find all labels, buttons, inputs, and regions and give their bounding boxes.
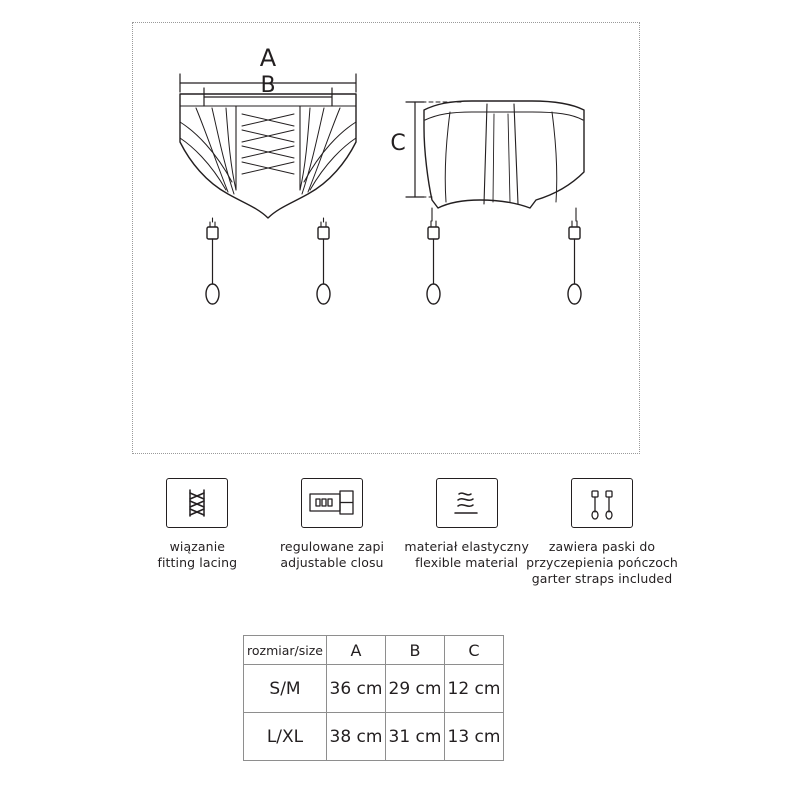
lacing-detail: [242, 114, 294, 174]
size-table-header-b: B: [386, 636, 445, 665]
feature-caption-straps-pl2: przyczepienia pończoch: [526, 555, 678, 570]
feature-item-garter-straps: [526, 478, 678, 587]
side-garter-straps: [427, 221, 581, 304]
feature-caption-flexible-pl: materiał elastyczny: [404, 539, 529, 554]
feature-caption-straps-en: garter straps included: [531, 571, 673, 586]
feature-caption-straps-pl1: zawiera paski do: [548, 539, 656, 554]
feature-item-lacing: [130, 478, 265, 571]
lacing-icon-box: [166, 478, 228, 528]
table-row: [244, 665, 504, 713]
flexible-material-icon: [447, 486, 487, 520]
feature-caption-closure-pl: regulowane zapi: [279, 539, 385, 554]
lacing-icon: [177, 483, 217, 523]
left-panel-seams: [180, 108, 236, 194]
adjustable-closure-icon: [308, 486, 356, 520]
size-table-header-a: A: [327, 636, 386, 665]
feature-caption-lacing-pl: wiązanie: [169, 539, 226, 554]
dimension-label-a: A: [259, 44, 277, 72]
feature-caption-flexible-material: [404, 539, 529, 571]
measure-guides-c: [415, 102, 462, 197]
feature-item-adjustable-closure: [265, 478, 400, 571]
dimension-label-c: C: [390, 131, 406, 156]
side-panel-seams: [445, 112, 557, 202]
size-table-header-c: C: [445, 636, 504, 665]
feature-caption-lacing: [157, 539, 237, 571]
size-row-0-c: 12 cm: [445, 665, 504, 713]
size-row-1-b: 31 cm: [386, 713, 445, 761]
feature-caption-flexible-en: flexible material: [415, 555, 519, 570]
garter-straps-icon: [580, 484, 624, 522]
measure-line-c: [406, 102, 424, 197]
size-row-1-name: L/XL: [244, 713, 327, 761]
flexible-material-icon-box: [436, 478, 498, 528]
dimension-label-b: B: [260, 73, 276, 98]
side-body-outline: [424, 101, 584, 208]
size-table: [243, 635, 504, 761]
front-body-outline: [180, 94, 356, 218]
size-row-1-c: 13 cm: [445, 713, 504, 761]
feature-list: [130, 478, 678, 587]
right-panel-seams: [300, 108, 356, 194]
feature-caption-adjustable-closure: [280, 539, 384, 571]
feature-caption-closure-en: adjustable closu: [280, 555, 384, 570]
feature-caption-garter-straps: [526, 539, 678, 587]
adjustable-closure-icon-box: [301, 478, 363, 528]
feature-item-flexible-material: [399, 478, 534, 571]
garter-belt-technical-drawing: [132, 22, 640, 454]
table-row: [244, 713, 504, 761]
size-row-0-name: S/M: [244, 665, 327, 713]
size-row-1-a: 38 cm: [327, 713, 386, 761]
size-row-0-b: 29 cm: [386, 665, 445, 713]
size-table-header-row: [244, 636, 504, 665]
garter-straps-icon-box: [571, 478, 633, 528]
feature-caption-lacing-en: fitting lacing: [157, 555, 238, 570]
size-table-header-label: rozmiar/size: [244, 636, 327, 665]
front-garter-straps: [206, 222, 330, 304]
size-row-0-a: 36 cm: [327, 665, 386, 713]
